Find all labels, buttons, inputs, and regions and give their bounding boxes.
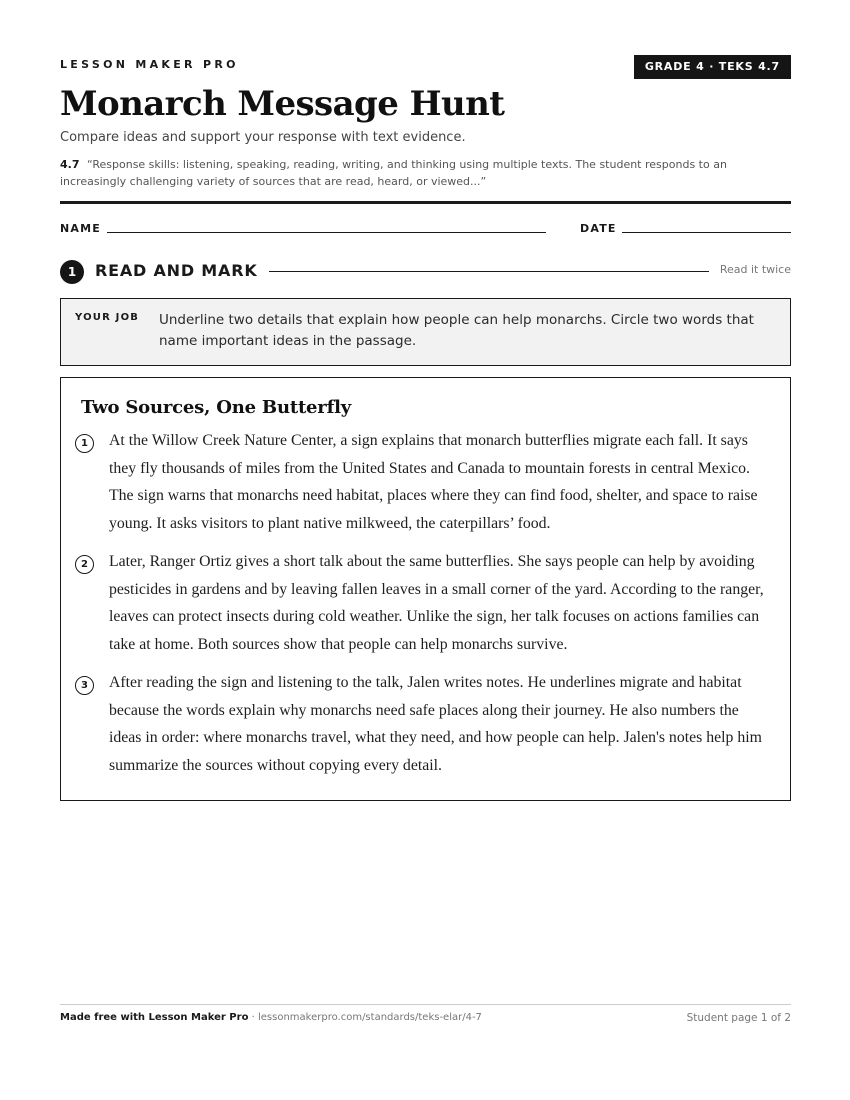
brand-name: LESSON MAKER PRO: [60, 58, 239, 71]
name-field[interactable]: [107, 232, 546, 233]
standard-text: “Response skills: listening, speaking, reading, writing, and thinking using multiple texts. The student responds to an increasingly challenging variety of sources that are read, heard, or viewed...”: [60, 158, 727, 188]
name-label: NAME: [60, 222, 101, 235]
date-label: DATE: [580, 222, 617, 235]
footer-divider: [60, 1004, 791, 1005]
section-number-badge: 1: [60, 260, 84, 284]
worksheet-page: [60, 0, 791, 1100]
header-divider: [60, 201, 791, 204]
paragraph-number: 1: [75, 434, 94, 453]
your-job-instructions: Underline two details that explain how people can help monarchs. Circle two words that name important ideas in the passage.: [159, 312, 754, 349]
your-job-label: YOUR JOB: [75, 312, 140, 323]
paragraph-text: After reading the sign and listening to the talk, Jalen writes notes. He underlines migrate and habitat because the words explain why monarchs need safe places along their journey. He also numbers the ideas in order: where monarchs travel, what they need, and how people can help. Jalen's notes help him summarize the sources without copying every detail.: [109, 674, 762, 774]
section-divider: [269, 271, 709, 272]
page-indicator: Student page 1 of 2: [686, 1012, 791, 1024]
paragraph-text: At the Willow Creek Nature Center, a sign explains that monarch butterflies migrate each fall. It says they fly thousands of miles from the United States and Canada to mountain forests in central Mexico. The sign warns that monarchs need habitat, places where they can find food, shelter, and space to raise young. It asks visitors to plant native milkweed, the caterpillars’ food.: [109, 432, 758, 532]
section-note: Read it twice: [719, 263, 791, 276]
your-job-box: [60, 298, 791, 366]
page-title: Monarch Message Hunt: [60, 84, 505, 124]
footer-url[interactable]: · lessonmakerpro.com/standards/teks-elar/4-7: [248, 1012, 482, 1023]
section-title: READ AND MARK: [95, 261, 258, 280]
paragraph-number: 3: [75, 676, 94, 695]
paragraph-text: Later, Ranger Ortiz gives a short talk about the same butterflies. She says people can help by avoiding pesticides in gardens and by leaving fallen leaves in a small corner of the yard. According to the ranger, leaves can protect insects during cold weather. Unlike the sign, her talk focuses on actions families can take at home. Both sources show that people can help monarchs survive.: [109, 553, 764, 653]
page-subtitle: Compare ideas and support your response with text evidence.: [60, 130, 466, 145]
passage-box: [60, 377, 791, 801]
footer-credit: [60, 1012, 482, 1023]
grade-badge: GRADE 4 · TEKS 4.7: [634, 55, 791, 79]
standard-code: 4.7: [60, 158, 80, 171]
paragraph-number: 2: [75, 555, 94, 574]
footer-brand: Made free with Lesson Maker Pro: [60, 1012, 249, 1023]
passage-title: Two Sources, One Butterfly: [81, 397, 352, 418]
date-field[interactable]: [622, 232, 791, 233]
standard-description: [60, 156, 791, 190]
